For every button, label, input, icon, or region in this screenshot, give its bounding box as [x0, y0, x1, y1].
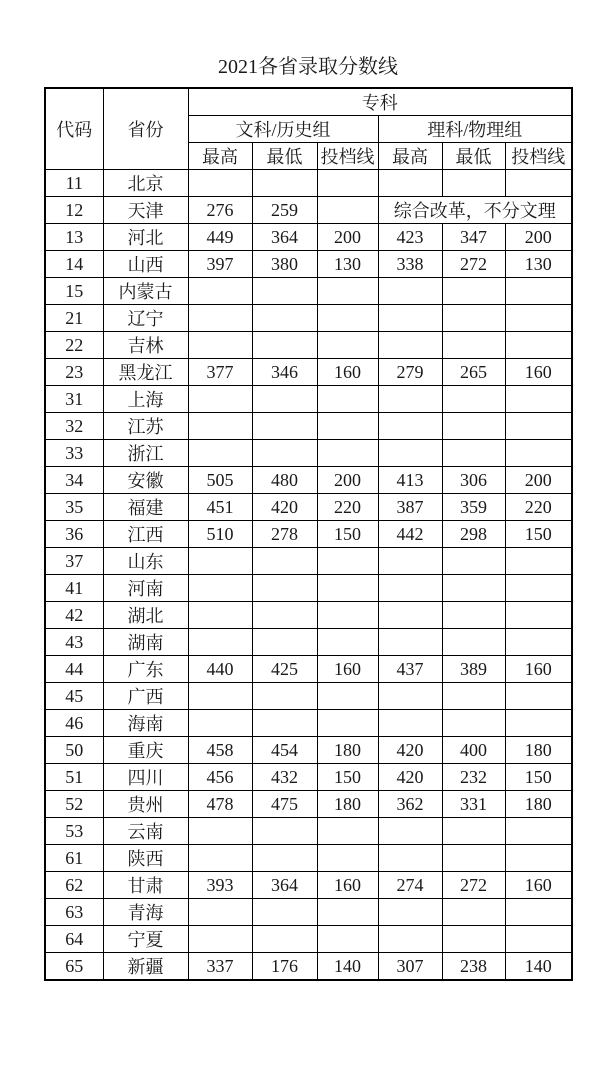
cell-score	[442, 926, 505, 953]
cell-code: 37	[45, 548, 103, 575]
cell-score: 389	[442, 656, 505, 683]
cell-score: 140	[505, 953, 572, 981]
cell-score	[378, 899, 442, 926]
table-row	[45, 791, 572, 818]
cell-code: 43	[45, 629, 103, 656]
cell-code: 12	[45, 197, 103, 224]
cell-score	[378, 926, 442, 953]
cell-score	[317, 845, 378, 872]
cell-score	[188, 413, 252, 440]
cell-score	[442, 629, 505, 656]
cell-score	[252, 305, 317, 332]
cell-score: 180	[505, 737, 572, 764]
table-row	[45, 548, 572, 575]
cell-score	[317, 440, 378, 467]
cell-code: 63	[45, 899, 103, 926]
cell-score: 337	[188, 953, 252, 981]
cell-score: 150	[505, 521, 572, 548]
cell-score: 232	[442, 764, 505, 791]
cell-score	[317, 548, 378, 575]
cell-score: 362	[378, 791, 442, 818]
cell-score	[188, 170, 252, 197]
cell-score: 160	[317, 656, 378, 683]
cell-score	[378, 305, 442, 332]
cell-code: 14	[45, 251, 103, 278]
cell-score	[505, 575, 572, 602]
cell-score	[188, 386, 252, 413]
cell-code: 42	[45, 602, 103, 629]
cell-province: 河北	[103, 224, 188, 251]
table-row	[45, 683, 572, 710]
cell-score	[188, 629, 252, 656]
cell-score: 397	[188, 251, 252, 278]
cell-score: 420	[378, 764, 442, 791]
cell-score: 160	[505, 656, 572, 683]
cell-score: 364	[252, 224, 317, 251]
cell-score	[252, 629, 317, 656]
cell-province: 青海	[103, 899, 188, 926]
cell-score	[188, 548, 252, 575]
cell-score	[317, 818, 378, 845]
cell-province: 广西	[103, 683, 188, 710]
header-zhuanke: 专科	[188, 88, 572, 116]
cell-code: 44	[45, 656, 103, 683]
cell-score	[317, 710, 378, 737]
cell-code: 50	[45, 737, 103, 764]
cell-score: 298	[442, 521, 505, 548]
cell-province: 湖南	[103, 629, 188, 656]
cell-score	[505, 386, 572, 413]
cell-province: 新疆	[103, 953, 188, 981]
cell-score	[188, 602, 252, 629]
cell-score: 331	[442, 791, 505, 818]
cell-score: 150	[317, 521, 378, 548]
cell-code: 23	[45, 359, 103, 386]
cell-score: 130	[317, 251, 378, 278]
cell-province: 北京	[103, 170, 188, 197]
cell-score	[505, 845, 572, 872]
cell-score: 176	[252, 953, 317, 981]
cell-score: 400	[442, 737, 505, 764]
cell-province: 黑龙江	[103, 359, 188, 386]
cell-score	[252, 575, 317, 602]
header-province: 省份	[103, 88, 188, 170]
cell-score	[505, 926, 572, 953]
table-row	[45, 575, 572, 602]
cell-score: 274	[378, 872, 442, 899]
header-code: 代码	[45, 88, 103, 170]
cell-score: 454	[252, 737, 317, 764]
table-row	[45, 386, 572, 413]
cell-score	[505, 899, 572, 926]
cell-province: 内蒙古	[103, 278, 188, 305]
cell-score	[188, 440, 252, 467]
cell-score	[442, 170, 505, 197]
cell-score: 279	[378, 359, 442, 386]
table-row	[45, 467, 572, 494]
cell-score	[378, 818, 442, 845]
table-row	[45, 602, 572, 629]
cell-score: 425	[252, 656, 317, 683]
cell-score	[505, 332, 572, 359]
cell-score: 276	[188, 197, 252, 224]
cell-score: 200	[505, 224, 572, 251]
cell-score: 359	[442, 494, 505, 521]
cell-score: 150	[317, 764, 378, 791]
cell-score: 423	[378, 224, 442, 251]
cell-score	[317, 683, 378, 710]
cell-score: 180	[317, 737, 378, 764]
cell-score	[252, 602, 317, 629]
cell-code: 52	[45, 791, 103, 818]
cell-score: 200	[317, 467, 378, 494]
cell-province: 陕西	[103, 845, 188, 872]
cell-score	[252, 926, 317, 953]
cell-score: 377	[188, 359, 252, 386]
cell-score	[188, 683, 252, 710]
cell-score: 442	[378, 521, 442, 548]
cell-score: 420	[252, 494, 317, 521]
cell-score	[442, 386, 505, 413]
cell-province: 辽宁	[103, 305, 188, 332]
cell-score	[317, 926, 378, 953]
cell-score	[378, 278, 442, 305]
cell-province: 江西	[103, 521, 188, 548]
cell-code: 35	[45, 494, 103, 521]
cell-province: 河南	[103, 575, 188, 602]
cell-score: 451	[188, 494, 252, 521]
cell-score	[317, 197, 378, 224]
cell-code: 34	[45, 467, 103, 494]
table-body	[45, 170, 572, 981]
cell-score: 278	[252, 521, 317, 548]
cell-score: 505	[188, 467, 252, 494]
cell-score: 346	[252, 359, 317, 386]
cell-score	[442, 413, 505, 440]
cell-score	[505, 170, 572, 197]
cell-province: 宁夏	[103, 926, 188, 953]
cell-score	[505, 278, 572, 305]
table-row	[45, 305, 572, 332]
cell-code: 53	[45, 818, 103, 845]
table-row	[45, 953, 572, 981]
cell-score	[252, 710, 317, 737]
cell-province: 云南	[103, 818, 188, 845]
cell-score	[378, 575, 442, 602]
cell-score	[188, 899, 252, 926]
header-science-max: 最高	[378, 143, 442, 170]
table-row	[45, 521, 572, 548]
cell-score	[188, 845, 252, 872]
cell-province: 上海	[103, 386, 188, 413]
cell-score	[317, 170, 378, 197]
cell-province: 安徽	[103, 467, 188, 494]
cell-score: 140	[317, 953, 378, 981]
cell-score	[442, 602, 505, 629]
cell-score	[252, 278, 317, 305]
cell-province: 四川	[103, 764, 188, 791]
table-row	[45, 197, 572, 224]
cell-score: 150	[505, 764, 572, 791]
cell-score	[252, 170, 317, 197]
cell-score: 347	[442, 224, 505, 251]
cell-score: 220	[505, 494, 572, 521]
cell-score: 364	[252, 872, 317, 899]
cell-score	[378, 170, 442, 197]
cell-code: 41	[45, 575, 103, 602]
cell-score	[317, 575, 378, 602]
cell-score	[442, 278, 505, 305]
cell-province: 福建	[103, 494, 188, 521]
cell-province: 江苏	[103, 413, 188, 440]
cell-score	[252, 548, 317, 575]
table-row	[45, 332, 572, 359]
cell-score	[505, 683, 572, 710]
header-science-group: 理科/物理组	[378, 116, 572, 143]
table-row	[45, 440, 572, 467]
page-title: 2021各省录取分数线	[218, 56, 398, 78]
table-row	[45, 170, 572, 197]
cell-score: 449	[188, 224, 252, 251]
cell-score: 272	[442, 251, 505, 278]
cell-province: 山东	[103, 548, 188, 575]
cell-code: 64	[45, 926, 103, 953]
cell-score	[378, 683, 442, 710]
cell-score	[378, 413, 442, 440]
cell-score	[505, 548, 572, 575]
cell-code: 15	[45, 278, 103, 305]
cell-score	[252, 818, 317, 845]
cell-score	[252, 683, 317, 710]
cell-province: 浙江	[103, 440, 188, 467]
cell-score: 338	[378, 251, 442, 278]
cell-score	[188, 926, 252, 953]
cell-province: 天津	[103, 197, 188, 224]
cell-province: 重庆	[103, 737, 188, 764]
cell-province: 湖北	[103, 602, 188, 629]
cell-score: 180	[317, 791, 378, 818]
table-row	[45, 926, 572, 953]
cell-score	[442, 332, 505, 359]
cell-score	[505, 440, 572, 467]
cell-code: 51	[45, 764, 103, 791]
cell-score: 413	[378, 467, 442, 494]
cell-score	[378, 548, 442, 575]
cell-score: 238	[442, 953, 505, 981]
cell-code: 45	[45, 683, 103, 710]
table-row	[45, 899, 572, 926]
cell-score	[252, 845, 317, 872]
cell-score: 478	[188, 791, 252, 818]
cell-score: 510	[188, 521, 252, 548]
cell-code: 11	[45, 170, 103, 197]
header-arts-group: 文科/历史组	[188, 116, 378, 143]
table-row	[45, 629, 572, 656]
cell-score: 160	[317, 359, 378, 386]
cell-score: 272	[442, 872, 505, 899]
cell-code: 61	[45, 845, 103, 872]
cell-province: 吉林	[103, 332, 188, 359]
header-arts-min: 最低	[252, 143, 317, 170]
table-row	[45, 818, 572, 845]
cell-code: 13	[45, 224, 103, 251]
cell-score	[442, 440, 505, 467]
cell-score: 380	[252, 251, 317, 278]
cell-province: 海南	[103, 710, 188, 737]
cell-score	[442, 575, 505, 602]
cell-score: 440	[188, 656, 252, 683]
cell-score	[188, 710, 252, 737]
cell-score: 480	[252, 467, 317, 494]
cell-score	[505, 413, 572, 440]
cell-score	[505, 305, 572, 332]
cell-code: 21	[45, 305, 103, 332]
cell-score	[252, 386, 317, 413]
cell-score: 307	[378, 953, 442, 981]
cell-score: 387	[378, 494, 442, 521]
cell-score	[378, 602, 442, 629]
cell-score	[317, 332, 378, 359]
cell-score	[378, 629, 442, 656]
cell-score	[252, 899, 317, 926]
cell-score	[188, 305, 252, 332]
cell-province: 贵州	[103, 791, 188, 818]
cell-score	[442, 710, 505, 737]
table-row	[45, 224, 572, 251]
table-row	[45, 656, 572, 683]
cell-code: 36	[45, 521, 103, 548]
cell-score: 475	[252, 791, 317, 818]
table-row	[45, 737, 572, 764]
cell-code: 22	[45, 332, 103, 359]
cell-score	[317, 413, 378, 440]
header-science-line: 投档线	[505, 143, 572, 170]
table-row	[45, 251, 572, 278]
cell-score	[317, 899, 378, 926]
cell-province: 山西	[103, 251, 188, 278]
cell-score	[378, 332, 442, 359]
score-table	[44, 87, 573, 981]
cell-code: 32	[45, 413, 103, 440]
table-row	[45, 845, 572, 872]
table-row	[45, 413, 572, 440]
cell-score	[378, 440, 442, 467]
cell-score: 160	[317, 872, 378, 899]
header-science-min: 最低	[442, 143, 505, 170]
cell-score	[442, 683, 505, 710]
table-row	[45, 278, 572, 305]
table-row	[45, 359, 572, 386]
header-row-1	[45, 88, 572, 116]
cell-reform-note: 综合改革，不分文理	[378, 197, 572, 224]
cell-score	[505, 818, 572, 845]
cell-code: 33	[45, 440, 103, 467]
cell-score: 259	[252, 197, 317, 224]
cell-score: 220	[317, 494, 378, 521]
cell-score	[252, 413, 317, 440]
cell-score	[188, 818, 252, 845]
cell-score	[317, 602, 378, 629]
cell-score	[442, 899, 505, 926]
cell-score	[378, 710, 442, 737]
cell-score	[317, 629, 378, 656]
cell-code: 62	[45, 872, 103, 899]
cell-score	[317, 305, 378, 332]
cell-score: 160	[505, 872, 572, 899]
table-row	[45, 494, 572, 521]
cell-score: 130	[505, 251, 572, 278]
header-arts-max: 最高	[188, 143, 252, 170]
cell-score: 437	[378, 656, 442, 683]
cell-score: 200	[317, 224, 378, 251]
cell-score: 458	[188, 737, 252, 764]
cell-score	[317, 278, 378, 305]
page	[0, 54, 616, 981]
cell-score	[505, 710, 572, 737]
cell-score	[252, 332, 317, 359]
cell-score: 200	[505, 467, 572, 494]
cell-score: 432	[252, 764, 317, 791]
cell-score	[378, 386, 442, 413]
table-header	[45, 88, 572, 170]
table-row	[45, 764, 572, 791]
cell-score	[188, 575, 252, 602]
cell-score	[442, 305, 505, 332]
cell-score: 393	[188, 872, 252, 899]
cell-code: 65	[45, 953, 103, 981]
table-row	[45, 872, 572, 899]
cell-score	[505, 629, 572, 656]
cell-score: 456	[188, 764, 252, 791]
cell-score	[442, 548, 505, 575]
cell-score	[442, 818, 505, 845]
cell-score: 306	[442, 467, 505, 494]
cell-score	[442, 845, 505, 872]
cell-score: 160	[505, 359, 572, 386]
cell-score	[378, 845, 442, 872]
cell-score	[188, 332, 252, 359]
cell-score: 265	[442, 359, 505, 386]
cell-score	[188, 278, 252, 305]
table-row	[45, 710, 572, 737]
cell-score	[317, 386, 378, 413]
cell-score	[505, 602, 572, 629]
cell-province: 甘肃	[103, 872, 188, 899]
cell-score: 180	[505, 791, 572, 818]
cell-code: 31	[45, 386, 103, 413]
cell-code: 46	[45, 710, 103, 737]
cell-score	[252, 440, 317, 467]
cell-province: 广东	[103, 656, 188, 683]
header-arts-line: 投档线	[317, 143, 378, 170]
cell-score: 420	[378, 737, 442, 764]
